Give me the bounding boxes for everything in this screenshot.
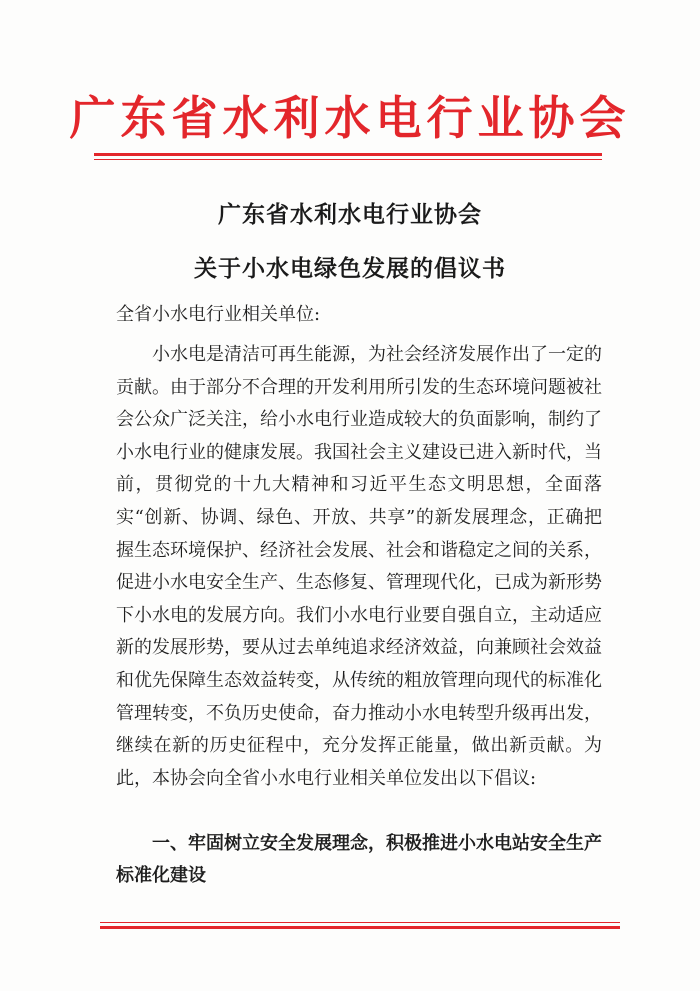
salutation: 全省小水电行业相关单位: (116, 304, 321, 325)
body-paragraph: 小水电是清洁可再生能源，为社会经济发展作出了一定的贡献。由于部分不合理的开发利用所引发的生态环境问题被社会公众广泛关注，给小水电行业造成较大的负面影响，制约了小水电行业的健康发展。我国社会主义建设已进入新时代，当前，贯彻党的十九大精神和习近平生态文明思想，全面落实“创新、协调、绿色、开放、共享”的新发展理念，正确把握生态环境保护、经济社会发展、社会和谐稳定之间的关系，促进小水电安全生产、生态修复、管理现代化，已成为新形势下小水电的发展方向。我们小水电行业要自强自立，主动适应新的发展形势，要从过去单纯追求经济效益，向兼顾社会效益和优先保障生态效益转变，从传统的粗放管理向现代的标准化管理转变，不负历史使命，奋力推动小水电转型升级再出发，继续在新的历史征程中，充分发挥正能量，做出新贡献。为此，本协会向全省小水电行业相关单位发出以下倡议: (116, 344, 602, 789)
footer-rule-thin (100, 922, 620, 923)
document-title-line-2: 关于小水电绿色发展的倡议书 (194, 255, 506, 282)
footer-rule-thick (100, 926, 620, 929)
letterhead-title: 广东省水利水电行业协会 (69, 91, 631, 145)
document-title-line-1: 广东省水利水电行业协会 (218, 201, 482, 228)
letterhead-rule-thick (94, 153, 602, 156)
letterhead-rule-thin (94, 159, 602, 160)
point-heading-1: 一、牢固树立安全发展理念，积极推进小水电站安全生产标准化建设 (116, 833, 602, 886)
